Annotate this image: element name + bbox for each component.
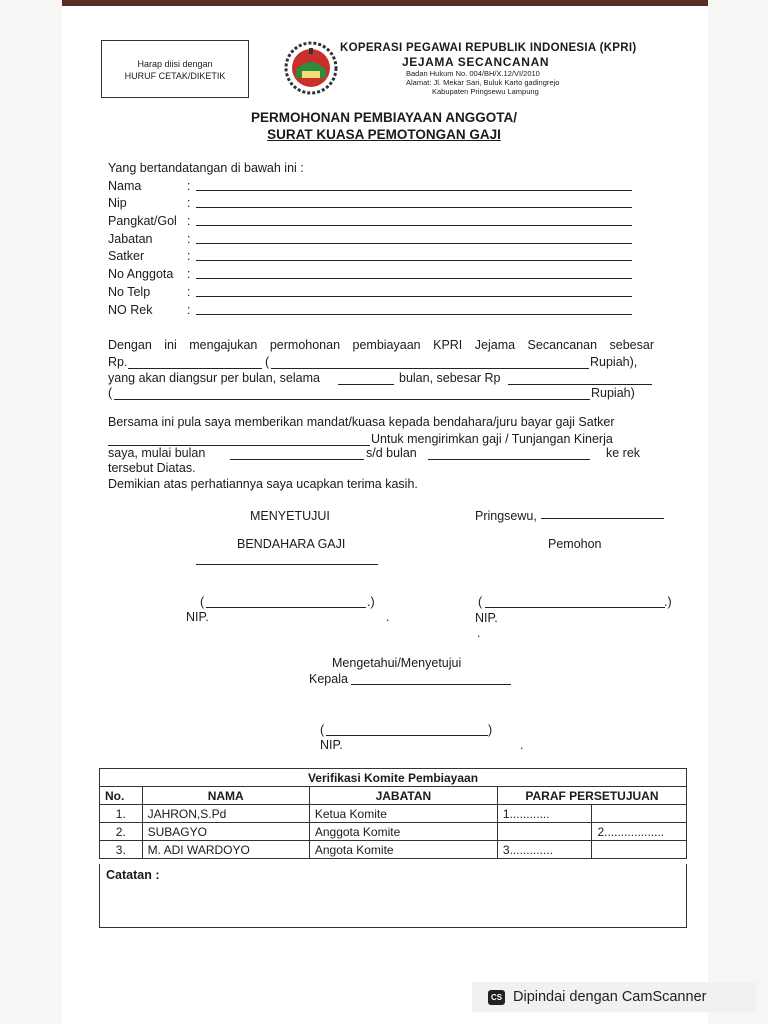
- place-label: Pringsewu,: [475, 509, 537, 523]
- field-input-line-3[interactable]: [196, 243, 632, 244]
- para2-account-label: ke rek: [606, 446, 641, 460]
- field-colon: :: [187, 179, 191, 193]
- row-sign-2[interactable]: 2..................: [592, 823, 687, 841]
- known-label: Mengetahui/Menyetujui: [332, 656, 462, 670]
- para2-closing: Demikian atas perhatiannya saya ucapkan terima kasih.: [108, 477, 418, 491]
- table-row: [100, 823, 687, 841]
- head-office-field[interactable]: [351, 684, 511, 685]
- notes-box[interactable]: [99, 864, 687, 928]
- end-month-field[interactable]: [428, 459, 590, 460]
- row-sign-1[interactable]: 1............: [497, 805, 592, 823]
- row-sign-1[interactable]: [497, 823, 592, 841]
- field-label-4: Satker: [108, 249, 145, 263]
- org-branch: JEJAMA SECANCANAN: [402, 55, 550, 69]
- field-input-line-0[interactable]: [196, 190, 632, 191]
- para1-rupiah2: Rupiah): [591, 386, 635, 400]
- field-label-0: Nama: [108, 179, 142, 193]
- para2-line1: Bersama ini pula saya memberikan mandat/kuasa kepada bendahara/juru bayar gaji Satker: [108, 415, 615, 429]
- installment-months-field[interactable]: [338, 384, 394, 385]
- head-paren-close: ): [488, 723, 493, 737]
- form-title-line2: SURAT KUASA PEMOTONGAN GAJI: [267, 127, 501, 142]
- field-input-line-6[interactable]: [196, 296, 632, 297]
- monthly-amount-field[interactable]: [508, 384, 652, 385]
- row-no: 2.: [100, 823, 143, 841]
- intro-text: Yang bertandatangan di bawah ini :: [108, 161, 304, 175]
- field-colon: :: [187, 196, 191, 210]
- field-label-2: Pangkat/Gol: [108, 214, 177, 228]
- treasurer-nip-label: NIP.: [186, 610, 209, 624]
- head-nip-label: NIP.: [320, 738, 343, 752]
- head-nip-dot: .: [520, 738, 524, 752]
- date-field[interactable]: [541, 518, 664, 519]
- head-label: Kepala: [309, 672, 348, 686]
- field-colon: :: [187, 267, 191, 281]
- camscanner-text: Dipindai dengan CamScanner: [513, 989, 707, 1005]
- applicant-signature-field[interactable]: [485, 607, 665, 608]
- para2-line2: Untuk mengirimkan gaji / Tunjangan Kinerja: [371, 432, 613, 446]
- amount-words-field[interactable]: [271, 368, 589, 369]
- row-sign-2[interactable]: [592, 805, 687, 823]
- row-role: Angota Komite: [309, 841, 497, 859]
- fill-instruction-box: [101, 40, 249, 98]
- field-label-7: NO Rek: [108, 303, 153, 317]
- treasurer-signature-field[interactable]: [206, 607, 366, 608]
- para2-start-label: saya, mulai bulan: [108, 446, 206, 460]
- treasurer-nip-dot: .: [386, 610, 390, 624]
- applicant-paren-close: .): [664, 595, 672, 609]
- col-name: NAMA: [142, 787, 309, 805]
- field-colon: :: [187, 285, 191, 299]
- para2-line4: tersebut Diatas.: [108, 461, 196, 475]
- applicant-nip-dot: .: [477, 626, 481, 640]
- col-no: No.: [100, 787, 143, 805]
- treasurer-label: BENDAHARA GAJI: [237, 537, 346, 551]
- applicant-label: Pemohon: [548, 537, 602, 551]
- fill-instruction-line2: HURUF CETAK/DIKETIK: [124, 71, 226, 81]
- field-input-line-7[interactable]: [196, 314, 632, 315]
- field-colon: :: [187, 249, 191, 263]
- field-label-3: Jabatan: [108, 232, 153, 246]
- applicant-paren-open: (: [478, 595, 483, 609]
- field-input-line-1[interactable]: [196, 207, 632, 208]
- col-approval: PARAF PERSETUJUAN: [497, 787, 686, 805]
- treasurer-paren-open: (: [200, 595, 205, 609]
- verification-table: [99, 768, 687, 859]
- kpri-logo-icon: [282, 40, 340, 95]
- table-row: [100, 805, 687, 823]
- field-colon: :: [187, 214, 191, 228]
- field-input-line-2[interactable]: [196, 225, 632, 226]
- form-title-line1: PERMOHONAN PEMBIAYAAN ANGGOTA/: [250, 110, 518, 125]
- monthly-amount-words-field[interactable]: [114, 399, 590, 400]
- amount-number-field[interactable]: [128, 368, 262, 369]
- fill-instruction-line1: Harap diisi dengan: [137, 59, 213, 69]
- para1-monthly-label: bulan, sebesar Rp: [399, 371, 501, 385]
- row-role: Anggota Komite: [309, 823, 497, 841]
- row-name: M. ADI WARDOYO: [142, 841, 309, 859]
- approve-label: MENYETUJUI: [250, 509, 330, 523]
- table-row: [100, 841, 687, 859]
- org-regency: Kabupaten Pringsewu Lampung: [432, 87, 539, 96]
- camscanner-logo-icon: CS: [488, 990, 505, 1005]
- row-sign-2[interactable]: [592, 841, 687, 859]
- notes-label: Catatan :: [106, 868, 160, 882]
- row-no: 1.: [100, 805, 143, 823]
- start-month-field[interactable]: [230, 459, 364, 460]
- para1-paren-open2: (: [108, 386, 113, 400]
- org-name: KOPERASI PEGAWAI REPUBLIK INDONESIA (KPRI): [340, 42, 637, 54]
- treasurer-paren-close: .): [367, 595, 375, 609]
- row-name: SUBAGYO: [142, 823, 309, 841]
- row-sign-1[interactable]: 3.............: [497, 841, 592, 859]
- org-address: Alamat: Jl. Mekar Sari, Buluk Karto gadingrejo: [406, 78, 560, 87]
- para1-installment-label: yang akan diangsur per bulan, selama: [108, 371, 320, 385]
- row-role: Ketua Komite: [309, 805, 497, 823]
- field-colon: :: [187, 232, 191, 246]
- organization-header: [340, 42, 670, 96]
- camscanner-watermark: [472, 982, 756, 1012]
- para1-rupiah: Rupiah),: [590, 355, 638, 369]
- field-label-6: No Telp: [108, 285, 151, 299]
- field-label-1: Nip: [108, 196, 127, 210]
- applicant-nip-label: NIP.: [475, 611, 498, 625]
- field-input-line-4[interactable]: [196, 260, 632, 261]
- head-paren-open: (: [320, 723, 325, 737]
- para2-end-label: s/d bulan: [366, 446, 417, 460]
- col-role: JABATAN: [309, 787, 497, 805]
- row-name: JAHRON,S.Pd: [142, 805, 309, 823]
- para1-rp-label: Rp.: [108, 355, 128, 369]
- field-colon: :: [187, 303, 191, 317]
- para1-line1: Dengan ini mengajukan permohonan pembiayaan KPRI Jejama Secancanan sebesar: [108, 338, 654, 352]
- field-label-5: No Anggota: [108, 267, 174, 281]
- field-input-line-5[interactable]: [196, 278, 632, 279]
- treasurer-office-field[interactable]: [196, 564, 378, 565]
- head-signature-field[interactable]: [326, 735, 488, 736]
- row-no: 3.: [100, 841, 143, 859]
- org-legal: Badan Hukum No. 004/BH/X.12/VI/2010: [406, 69, 540, 78]
- verification-title: Verifikasi Komite Pembiayaan: [100, 769, 687, 787]
- para1-paren-open: (: [265, 355, 270, 369]
